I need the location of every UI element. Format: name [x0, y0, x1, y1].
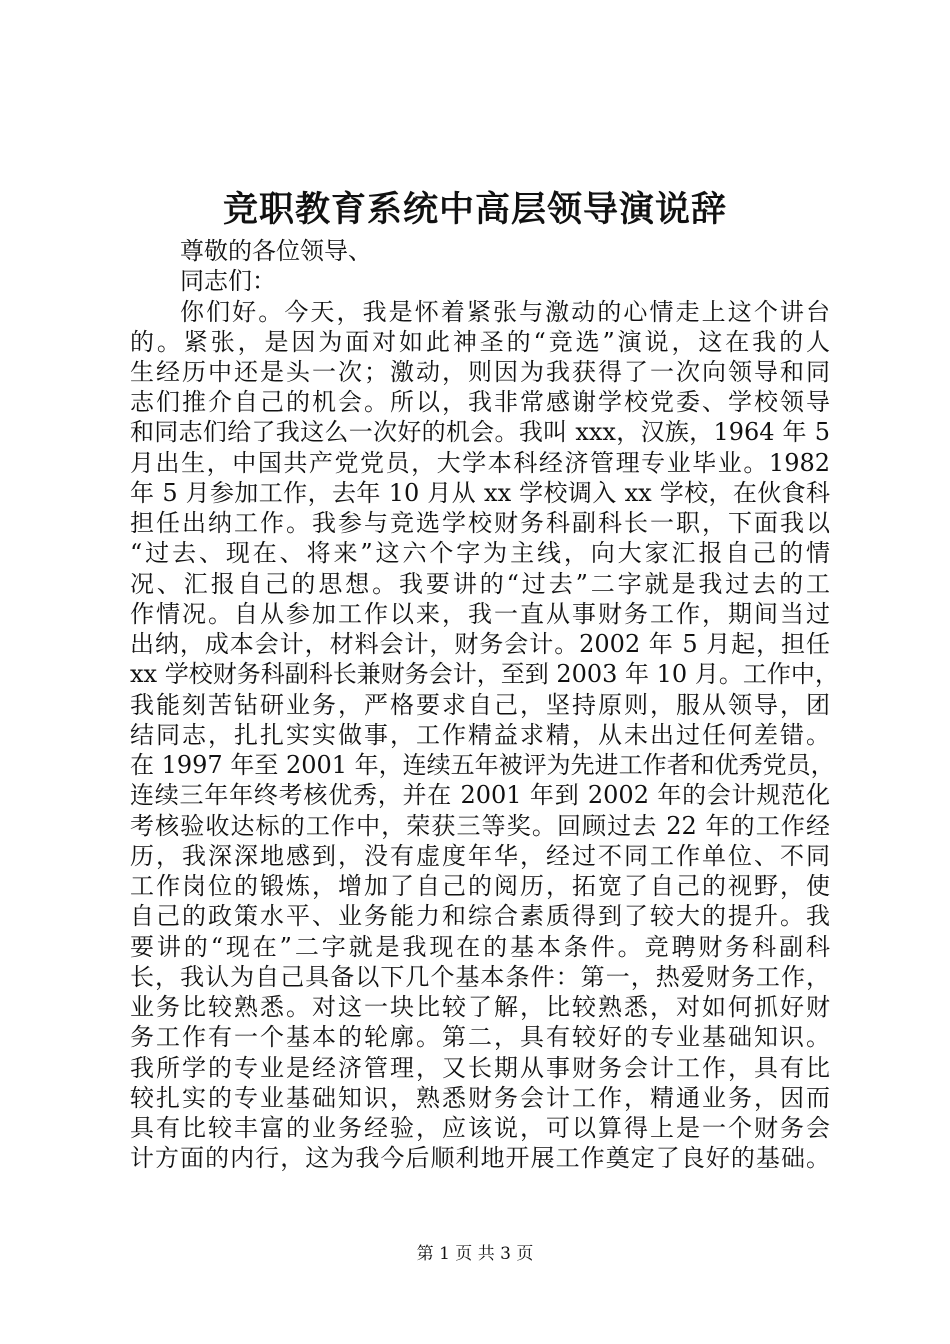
body-line: 历，我深深地感到，没有虚度年华，经过不同工作单位、不同: [130, 842, 830, 870]
body-line: xx 学校财务科副科长兼财务会计，至到 2003 年 10 月。工作中，: [130, 660, 839, 688]
body-line: 况、汇报自己的思想。我要讲的“过去”二字就是我过去的工: [130, 570, 830, 598]
body-line: 和同志们给了我这么一次好的机会。我叫 xxx，汉族，1964 年 5: [130, 418, 830, 446]
body-line: 你们好。今天，我是怀着紧张与激动的心情走上这个讲台: [180, 298, 830, 326]
salutation-line: 尊敬的各位领导、: [180, 237, 372, 265]
body-line: 要讲的“现在”二字就是我现在的基本条件。竞聘财务科副科: [130, 933, 830, 961]
body-line: 担任出纳工作。我参与竞选学校财务科副科长一职，下面我以: [130, 509, 830, 537]
body-line: “过去、现在、将来”这六个字为主线，向大家汇报自己的情: [130, 539, 830, 567]
page-footer: 第 1 页 共 3 页: [416, 1244, 534, 1264]
body-line: 月出生，中国共产党党员，大学本科经济管理专业毕业。1982: [130, 449, 830, 477]
body-line: 生经历中还是头一次；激动，则因为我获得了一次向领导和同: [130, 358, 830, 386]
body-line: 我所学的专业是经济管理，又长期从事财务会计工作，具有比: [130, 1054, 830, 1082]
body-line: 工作岗位的锻炼，增加了自己的阅历，拓宽了自己的视野，使: [130, 872, 830, 900]
body-line: 作情况。自从参加工作以来，我一直从事财务工作，期间当过: [130, 600, 830, 628]
body-line: 出纳，成本会计，材料会计，财务会计。2002 年 5 月起，担任: [130, 630, 830, 658]
body-line: 长，我认为自己具备以下几个基本条件：第一，热爱财务工作，: [130, 963, 830, 991]
body-line: 的。紧张，是因为面对如此神圣的“竞选”演说，这在我的人: [130, 328, 830, 356]
body-line: 结同志，扎扎实实做事，工作精益求精，从未出过任何差错。: [130, 721, 830, 749]
body-line: 我能刻苦钻研业务，严格要求自己，坚持原则，服从领导，团: [130, 691, 830, 719]
body-line: 考核验收达标的工作中，荣获三等奖。回顾过去 22 年的工作经: [130, 812, 830, 840]
body-line: 连续三年年终考核优秀，并在 2001 年到 2002 年的会计规范化: [130, 781, 830, 809]
body-line: 计方面的内行，这为我今后顺利地开展工作奠定了良好的基础。: [130, 1144, 830, 1172]
document-title: 竞职教育系统中高层领导演说辞: [222, 189, 727, 230]
salutation-line: 同志们：: [180, 267, 276, 295]
body-line: 志们推介自己的机会。所以，我非常感谢学校党委、学校领导: [130, 388, 830, 416]
body-line: 在 1997 年至 2001 年，连续五年被评为先进工作者和优秀党员，: [130, 751, 835, 779]
body-line: 年 5 月参加工作，去年 10 月从 xx 学校调入 xx 学校，在伙食科: [130, 479, 830, 507]
body-line: 具有比较丰富的业务经验，应该说，可以算得上是一个财务会: [130, 1114, 830, 1142]
body-line: 较扎实的专业基础知识，熟悉财务会计工作，精通业务，因而: [130, 1084, 830, 1112]
body-line: 业务比较熟悉。对这一块比较了解，比较熟悉，对如何抓好财: [130, 993, 830, 1021]
body-line: 自己的政策水平、业务能力和综合素质得到了较大的提升。我: [130, 902, 830, 930]
body-line: 务工作有一个基本的轮廓。第二，具有较好的专业基础知识。: [130, 1023, 830, 1051]
